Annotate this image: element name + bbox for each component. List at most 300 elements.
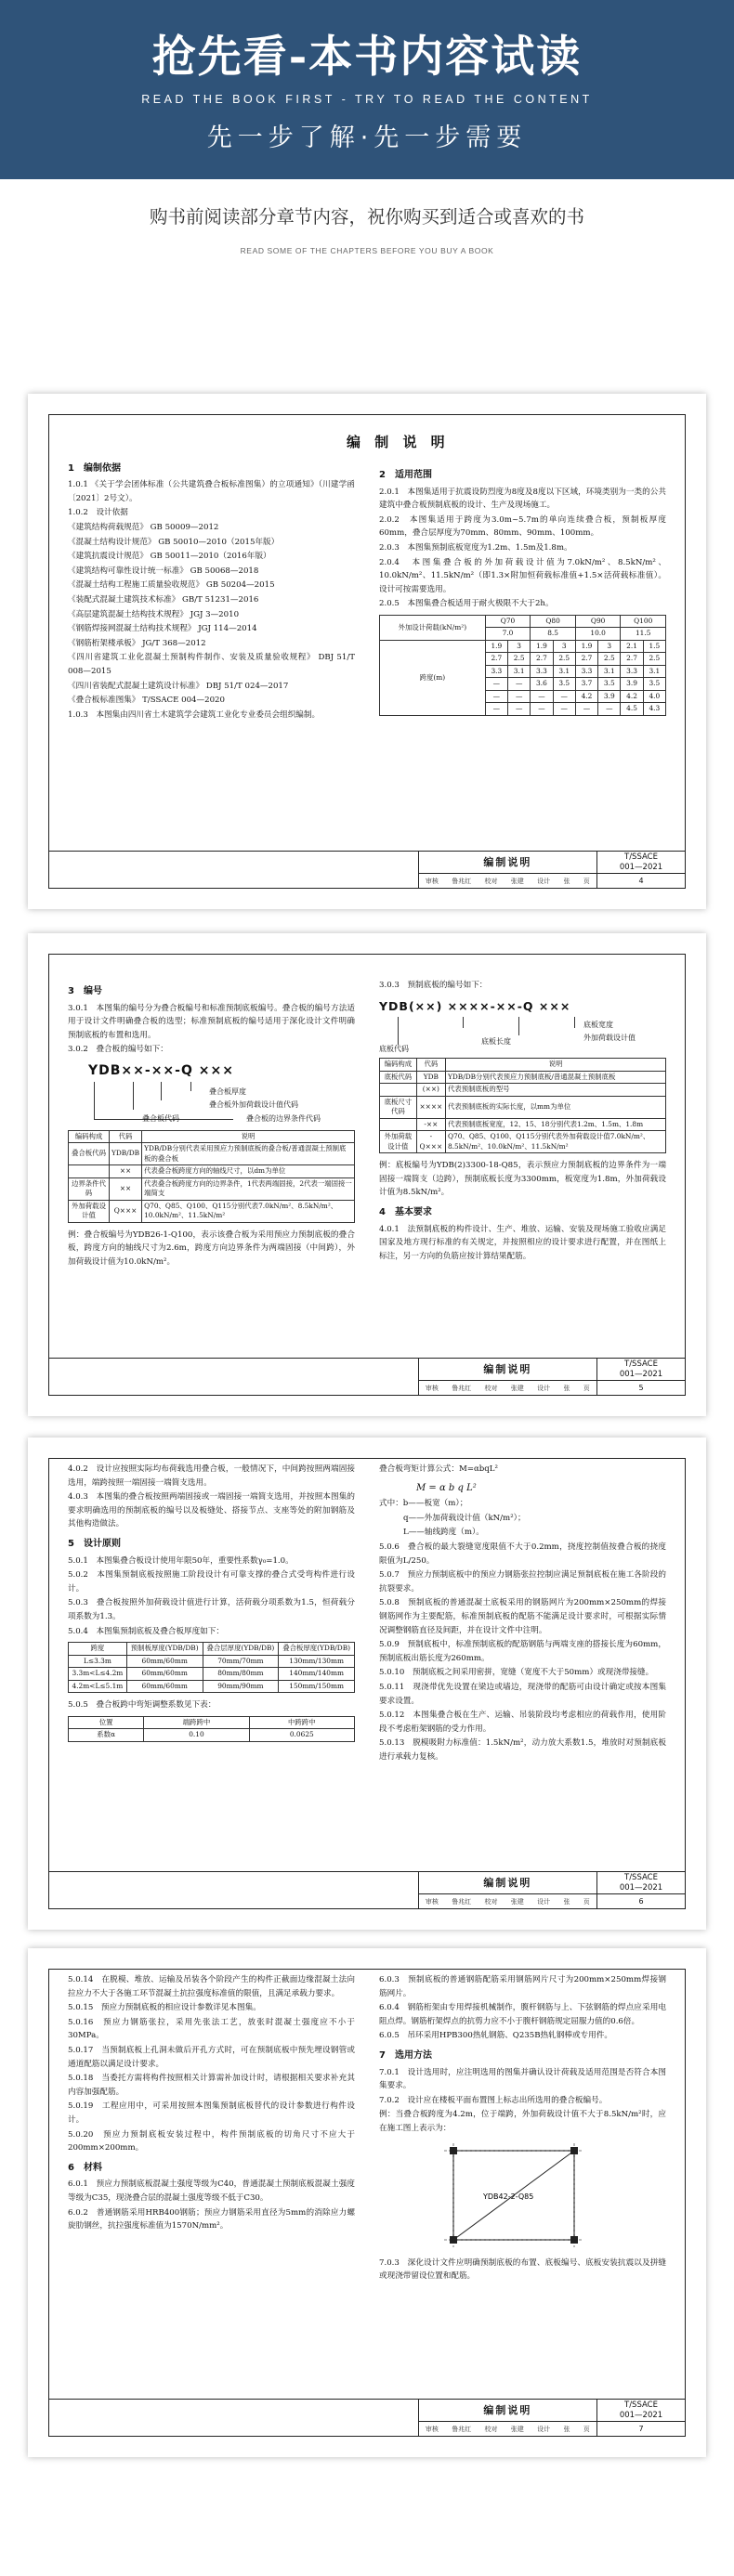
table-cell: — [485,703,507,716]
paragraph: 例：当叠合板跨度为4.2m，位于端跨，外加荷载设计值不大于8.5kN/m²时，应在施工图上表示为： [379,2110,666,2133]
role: 鲁兆红 [452,2426,472,2433]
table-header: 预制板厚度(YDB/DB) [126,1643,203,1656]
table-cell: 1.9 [531,640,553,653]
table-cell: Q70 [485,615,531,628]
paragraph: 5.0.7 预应力预制底板中的预应力钢筋张拉控制应满足预制底板在施工各阶段的抗裂要求。 [379,1570,666,1594]
table-row [69,1177,355,1200]
table-cell: — [508,690,531,703]
table-cell: 4.2m<L≤5.1m [69,1680,127,1693]
section-heading: 3 编号 [68,986,102,996]
code-label: 叠合板代码 [142,1113,179,1123]
table-cell: 3.3 [575,665,597,678]
paragraph: 1.0.3 本图集由四川省土木建筑学会建筑工业化专业委员会组织编制。 [68,709,321,720]
reference-item: 《装配式混凝土建筑技术标准》 GB/T 51231—2016 [68,594,259,605]
table-cell: — [531,690,553,703]
paragraph: 5.0.8 预制底板的普通混凝土底板采用的钢筋网片为200mm×250mm的焊接钢筋网作为主要配筋，标准预制底板的配筋不能满足设计要求时，可根据实际情况调整钢筋直径及间距，并在设计文件中注明。 [379,1598,666,1635]
paragraph: 7.0.3 深化设计文件应明确预制底板的布置、底板编号、底板安装抗震以及拼缝或现浇带留设位置和配筋。 [379,2257,666,2282]
title-block-blank [49,1872,418,1908]
role: 校对 [484,1898,498,1906]
role: 审核 [425,1385,439,1392]
reference-item: 《四川省建筑工业化混凝土预制构件制作、安装及质量验收规程》 DBJ 51/T 008—2015 [68,653,355,676]
table-cell: (××) [416,1084,445,1097]
table-cell: 3.5 [643,678,665,691]
table-cell: 2.7 [575,653,597,666]
page-frame [48,1458,686,1909]
page4-right-column [379,1973,666,2393]
table-cell: 10.0 [575,628,621,641]
paragraph: 3.0.2 叠合板的编号如下： [68,1045,168,1055]
role: 鲁兆红 [452,878,472,885]
table-cell: 2.5 [508,653,531,666]
table-header: 代码 [109,1130,141,1143]
title-block-blank [49,852,418,888]
table-cell: 3.3 [485,665,507,678]
table-cell: — [485,690,507,703]
table-row [380,640,666,653]
title-block-name: 编制说明 [418,1359,597,1381]
table-cell: 90mm/90mm [203,1680,279,1693]
table-cell: 3.6 [531,678,553,691]
table-cell: — [508,678,531,691]
table-cell: — [485,678,507,691]
table-cell: 外加荷载设计值 [69,1200,110,1222]
preview-page-2 [28,933,706,1416]
table-cell: 3 [553,640,575,653]
table-cell: L≤3.3m [69,1655,127,1668]
paragraph: 2.0.1 本图集适用于抗震设防烈度为8度及8度以下区域，环境类别为一类的公共建筑中叠合板预制底板的设计、生产及现场施工。 [379,487,666,511]
table-cell: 150mm/150mm [279,1680,355,1693]
reference-item: 《叠合板标准图集》 T/SSACE 004—2020 [68,696,225,706]
paragraph: 5.0.18 当委托方需将构件按照相关计算需补加设计时，请根据相关要求补充其内容加强配筋。 [68,2074,355,2097]
role: 张建 [510,2426,524,2433]
code-label: 底板代码 [379,1045,409,1054]
title-block-roles [418,1381,597,1396]
thickness-table [68,1642,355,1693]
table-cell: 3.1 [508,665,531,678]
table-cell: Q70、Q85、Q100、Q115分别代表外加荷载设计值7.0kN/m²、8.5kN/m²、10.0kN/m²、11.5kN/m² [445,1131,665,1153]
banner-title: 抢先看-本书内容试读 [151,32,583,83]
paragraph: 5.0.13 脱模吸附力标准值：1.5kN/m²，动力放大系数1.5，堆放时对预制底板进行承载力复核。 [379,1738,666,1762]
preview-page-4 [28,1948,706,2457]
table-row [380,1118,666,1131]
section-heading: 4 基本要求 [379,1206,432,1217]
role: 校对 [484,1385,498,1392]
page-number: 7 [638,2425,644,2433]
code-table [68,1130,355,1223]
table-cell: 3.7 [575,678,597,691]
page-frame [48,1969,686,2437]
load-table-body [380,640,666,715]
paragraph: 6.0.5 吊环采用HPB300热轧钢筋、Q235B热轧钢棒或专用件。 [379,2031,612,2041]
table-cell: 70mm/70mm [203,1655,279,1668]
paragraph: 5.0.12 本图集叠合板在生产、运输、吊装阶段均考虑相应的荷载作用，使用阶段不考虑桁架钢筋的受力作用。 [379,1711,666,1734]
table-cell: 外加荷载设计值 [380,1131,417,1153]
table-cell: 4.3 [643,703,665,716]
load-table [379,615,666,716]
slab-layout-diagram [379,2141,666,2251]
title-block [49,1871,685,1908]
atlas-number [597,852,685,874]
title-block-roles [418,2422,597,2437]
paragraph: 5.0.20 预应力预制底板安装过程中，构件预制底板的切角尺寸不应大于200mm×200mm。 [68,2129,355,2153]
table-row [69,1200,355,1222]
table-cell: 外加设计荷载(kN/m²) [380,615,486,640]
table-cell [380,1084,417,1097]
table-cell: 3.5 [553,678,575,691]
table-cell: 3.3 [621,665,643,678]
paragraph: 2.0.5 本图集叠合板适用于耐火极限不大于2h。 [379,599,554,609]
paragraph: 5.0.16 预应力钢筋张拉，采用先张法工艺，放张时混凝土强度应不小于30MPa。 [68,2017,355,2041]
paragraph: 5.0.9 预制底板中，标准预制底板的配筋钢筋与两端支座的搭接长度为60mm，预制底板出筋长度为260mm。 [379,1640,666,1663]
atlas-number [597,1872,685,1894]
table-cell: 1.5 [643,640,665,653]
table-row [380,1071,666,1084]
role: 张 [563,1385,570,1392]
table-cell: 140mm/140mm [279,1668,355,1681]
table-cell: — [531,703,553,716]
table-cell: 80mm/80mm [203,1668,279,1681]
table-cell: 11.5 [621,628,666,641]
table-header: 位置 [69,1716,144,1729]
paragraph: 5.0.1 本图集叠合板设计使用年限50年，重要性系数γ₀=1.0。 [68,1555,294,1566]
table-header: 说明 [142,1130,355,1143]
role: 页 [583,1385,590,1392]
paragraph: 叠合板弯矩计算公式：M=αbqL² [379,1464,498,1474]
intro-subtitle: READ SOME OF THE CHAPTERS BEFORE YOU BUY A BOOK [240,246,494,255]
section-heading: 6 材料 [68,2162,102,2173]
table-cell: 3.1 [553,665,575,678]
moment-formula: M = α b q L² [416,1482,477,1493]
table-cell: 代表叠合板跨度方向的轴线尺寸，以dm为单位 [142,1165,355,1178]
column-mark [570,2147,578,2154]
title-block-name: 编制说明 [418,1872,597,1894]
table-cell: 130mm/130mm [279,1655,355,1668]
table-row [380,1084,666,1097]
title-block-blank [49,1359,418,1395]
table-cell: 3.9 [621,678,643,691]
page-number: 4 [638,877,644,885]
role: 审核 [425,878,439,885]
table-cell: 4.2 [575,690,597,703]
table-cell: 2.5 [643,653,665,666]
table-cell: 60mm/60mm [126,1655,203,1668]
paragraph: 5.0.10 预制底板之间采用密拼，宽缝（宽度不大于50mm）或现浇带接缝。 [379,1668,654,1678]
table-cell: 0.0625 [249,1729,354,1742]
table-cell: Q90 [575,615,621,628]
paragraph: 2.0.4 本图集叠合板的外加荷载设计值为7.0kN/m²、8.5kN/m²、10.0kN/m²、11.5kN/m²（即1.3×附加恒荷载标准值+1.5×活荷载标准值）。设计可按需要选用。 [379,557,666,594]
table-cell: 跨度(m) [380,640,486,715]
atlas-year: 001—2021 [619,1370,663,1379]
table-cell: 8.5 [531,628,576,641]
atlas-code: T/SSACE [624,1873,658,1882]
symbol-line: L——轴线跨度（m）。 [403,1528,484,1538]
table-cell: ×× [109,1165,141,1178]
page-number: 6 [638,1897,644,1906]
role: 张 [563,878,570,885]
paragraph: 2.0.3 本图集预制底板宽度为1.2m、1.5m及1.8m。 [379,542,572,553]
slab-diagram-svg [379,2141,658,2251]
table-row [380,1131,666,1153]
panel-code-legend [379,1017,666,1054]
table-cell: 3.3m<L≤4.2m [69,1668,127,1681]
page3-left-column [68,1463,355,1866]
table-cell: 3 [598,640,621,653]
table-cell: 代表预制底板的型号 [445,1084,665,1097]
table-header: 说明 [445,1059,665,1072]
paragraph: 5.0.4 本图集预制底板及叠合板厚度如下： [68,1626,224,1636]
atlas-code: T/SSACE [624,1360,658,1369]
code-label: 叠合板外加荷载设计值代码 [209,1099,298,1109]
table-cell: Q××× [109,1200,141,1222]
role: 设计 [537,1898,551,1906]
role: 张建 [510,1385,524,1392]
slab-code: YDB××-××-Q ××× [88,1062,234,1078]
role: 张 [563,1898,570,1906]
paragraph: 3.0.1 本图集的编号分为叠合板编号和标准预制底板编号。叠合板的编号方法适用于设计文件明确叠合板的选型；标准预制底板的编号适用于深化设计文件明确预制底板的布置和选用。 [68,1003,355,1040]
table-header: 叠合板厚度(YDB/DB) [279,1643,355,1656]
table-cell: YDB/DB分别代表预应力预制底板/普通混凝土预制底板 [445,1071,665,1084]
paragraph: 4.0.1 法预制底板的构件设计、生产、堆放、运输、安装及现场施工验收应满足国家及地方现行标准的有关规定，并按照相应的设计要求进行配置，并在图纸上标注，另一方向的负筋应按计算结果配筋。 [379,1224,666,1261]
table-cell: 3.1 [643,665,665,678]
banner-slogan: 先一步了解·先一步需要 [206,124,528,152]
reference-item: 《建筑抗震设计规范》 GB 50011—2010（2016年版） [68,552,271,562]
table-cell: 0.10 [144,1729,249,1742]
paragraph: 例：底板编号为YDB(2)3300-18-Q85，表示预应力预制底板的边界条件为一端固接一端简支（边跨），预制底板长度为3300mm，板宽度为1.8m，外加荷载设计值为8.5kN/m²。 [379,1161,666,1198]
code-table-body [69,1143,355,1223]
paragraph: 6.0.1 预应力预制底板混凝土强度等级为C40，普通混凝土预制底板混凝土强度等级为C35，现浇叠合层的混凝土强度等级不低于C30。 [68,2179,355,2203]
paragraph: 6.0.4 钢筋桁架由专用焊接机械制作，腹杆钢筋与上、下弦钢筋的焊点应采用电阻点焊。钢筋桁架焊点的抗剪力应不小于腹杆钢筋规定屈服力值的0.6倍。 [379,2003,666,2026]
role: 页 [583,2426,590,2433]
page-number: 5 [638,1384,644,1392]
table-cell: 1.9 [575,640,597,653]
page4-left-column [68,1973,355,2393]
thickness-table-body [69,1655,355,1693]
banner-subtitle: READ THE BOOK FIRST - TRY TO READ THE CONTENT [141,93,593,106]
table-cell [380,1118,417,1131]
paragraph: 4.0.2 设计应按照实际均布荷载选用叠合板，一般情况下，中间跨按照两端固接选用，端跨按照一端固接一端简支选用。 [68,1464,355,1488]
table-header: 代码 [416,1059,445,1072]
table-cell: 2.1 [621,640,643,653]
atlas-year: 001—2021 [619,1883,663,1893]
section-heading: 2 适用范围 [379,470,432,480]
table-header: 编码构成 [69,1130,110,1143]
paragraph: 5.0.3 叠合板按照外加荷载设计值进行计算，活荷载分项系数为1.5，恒荷载分项系数为1.3。 [68,1598,355,1621]
table-header: 中跨跨中 [249,1716,354,1729]
table-row [380,1096,666,1118]
table-header: 端跨跨中 [144,1716,249,1729]
role: 鲁兆红 [452,1898,472,1906]
table-cell: — [575,703,597,716]
table-cell: 3.5 [598,678,621,691]
paragraph: 2.0.2 本图集适用于跨度为3.0m~5.7m的单向连续叠合板，预制板厚度60mm，叠合层厚度为70mm、80mm、90mm、100mm。 [379,514,666,539]
reference-item: 《建筑结构可靠性设计统一标准》 GB 50068—2018 [68,566,259,576]
page3-right-column [379,1463,666,1866]
column-mark [450,2147,457,2154]
title-block-blank [49,2400,418,2436]
atlas-year: 001—2021 [619,863,663,872]
symbol-line: q——外加荷载设计值（kN/m²）； [403,1513,526,1523]
code-label: 叠合板厚度 [209,1086,246,1096]
table-cell: — [553,690,575,703]
panel-table-body [380,1071,666,1153]
atlas-number [597,1359,685,1381]
reference-item: 《钢筋桁架楼承板》 JG/T 368—2012 [68,638,206,648]
section-heading: 7 选用方法 [379,2049,432,2061]
role: 设计 [537,2426,551,2433]
role: 校对 [484,2426,498,2433]
atlas-code: T/SSACE [624,852,658,862]
table-cell: Q70、Q85、Q100、Q115分别代表7.0kN/m²、8.5kN/m²、10.0kN/m²、11.5kN/m² [142,1200,355,1222]
code-label: 叠合板的边界条件代码 [246,1113,321,1123]
table-row [69,1655,355,1668]
table-cell: 3.3 [531,665,553,678]
title-block [49,2399,685,2436]
table-cell: 4.5 [621,703,643,716]
paragraph: 1.0.2 设计依据 [68,508,128,518]
table-header: 编码构成 [380,1059,417,1072]
table-cell: 1.9 [485,640,507,653]
paragraph: 5.0.14 在脱模、堆放、运输及吊装各个阶段产生的构件正截面边缘混凝土法向拉应力不大于各施工环节混凝土抗拉强度标准值的限值，且满足承载力要求。 [68,1975,355,1998]
role: 审核 [425,1898,439,1906]
table-header: 叠合层厚度(YDB/DB) [203,1643,279,1656]
paragraph: 5.0.19 工程应用中，可采用按照本图集预制底板替代的设计参数进行构件设计。 [68,2101,355,2125]
table-cell: 60mm/60mm [126,1668,203,1681]
role: 设计 [537,878,551,885]
paragraph: 5.0.6 叠合板的最大裂缝宽度限值不大于0.2mm，挠度控制值按叠合板的挠度限值为L/250。 [379,1542,666,1566]
table-cell: 底板尺寸代码 [380,1096,417,1118]
table-cell: 3.9 [598,690,621,703]
atlas-year: 001—2021 [619,2411,663,2420]
table-cell: YDB [416,1071,445,1084]
table-row [69,1668,355,1681]
paragraph: 例：叠合板编号为YDB26-1-Q100，表示该叠合板为采用预应力预制底板的叠合板，跨度方向的轴线尺寸为2.6m，跨度方向边界条件为两端固接（中间跨），外加荷载设计值为10.0kN/m²。 [68,1229,355,1267]
role: 张建 [510,878,524,885]
table-cell: 60mm/60mm [126,1680,203,1693]
paragraph: 5.0.11 现浇带优先设置在梁边或墙边，现浇带的配筋可由设计确定或按本图集要求设置。 [379,1682,666,1706]
intro-headline: 购书前阅读部分章节内容，祝你购买到适合或喜欢的书 [149,206,584,228]
table-cell: Q100 [621,615,666,628]
reference-item: 《混凝土结构工程施工质量验收规范》 GB 50204—2015 [68,580,275,591]
table-cell: 代表预制底板宽度，12、15、18分别代表1.2m、1.5m、1.8m [445,1118,665,1131]
reference-item: 《建筑结构荷载规范》 GB 50009—2012 [68,522,219,532]
reference-item: 《钢筋焊接网混凝土结构技术规程》 JGJ 114—2014 [68,624,257,634]
table-cell: YDB/DB [109,1143,141,1165]
paragraph: 1.0.1 《关于学会团体标准（公共建筑叠合板标准图集）的立项通知》（川建学函〔2021〕2号文）。 [68,480,355,503]
role: 设计 [537,1385,551,1392]
symbol-line: 式中：b——板宽（m）； [379,1499,468,1509]
role: 鲁兆红 [452,1385,472,1392]
page-frame [48,954,686,1396]
role: 页 [583,878,590,885]
role: 张 [563,2426,570,2433]
section-heading: 5 设计原则 [68,1538,121,1549]
reference-item: 《混凝土结构设计规范》 GB 50010—2010（2015年版） [68,537,280,547]
preview-page-3 [28,1438,706,1930]
paragraph: 7.0.2 设计应在楼板平面布置图上标志出所选用的叠合板编号。 [379,2095,608,2105]
reference-list [68,521,355,708]
slab-code-legend [86,1082,355,1126]
title-block [49,1358,685,1395]
table-cell: 2.5 [598,653,621,666]
table-cell: ×× [109,1177,141,1200]
table-cell: 系数α [69,1729,144,1742]
role: 页 [583,1898,590,1906]
title-block-roles [418,1894,597,1909]
page2-right-column [379,979,666,1352]
paragraph: 3.0.3 预制底板的编号如下： [379,981,488,990]
paragraph: 7.0.1 设计选用时，应注明选用的图集并确认设计荷载及适用范围是否符合本图集要求。 [379,2067,666,2091]
table-cell: 2.7 [621,653,643,666]
paragraph: 6.0.3 预制底板的普通钢筋配筋采用钢筋网片尺寸为200mm×250mm焊接钢筋网片。 [379,1975,666,1998]
table-cell: 边界条件代码 [69,1177,110,1200]
moment-table [68,1716,355,1742]
section-heading: 1 编制依据 [68,462,121,474]
table-cell: 2.7 [531,653,553,666]
table-cell: -×× [416,1118,445,1131]
table-cell: — [508,703,531,716]
paragraph: 5.0.5 叠合板跨中弯矩调整系数见下表： [68,1700,216,1711]
header-banner [0,0,734,179]
atlas-code: T/SSACE [624,2400,658,2410]
table-cell: — [553,703,575,716]
code-label: 底板宽度 [583,1021,613,1030]
panel-code: YDB(××) ××××-××-Q ××× [379,998,571,1013]
table-cell: 叠合板代码 [69,1143,110,1165]
title-block-name: 编制说明 [418,2400,597,2422]
table-cell: 3 [508,640,531,653]
column-mark [450,2236,457,2244]
table-cell: 代表叠合板跨度方向的边界条件，1代表两端固接，2代表一端固接一端简支 [142,1177,355,1200]
table-cell: 4.2 [621,690,643,703]
preview-page-1 [28,394,706,909]
table-cell: 代表预制底板的实际长度，以mm为单位 [445,1096,665,1118]
role: 张建 [510,1898,524,1906]
paragraph: 6.0.2 普通钢筋采用HRB400钢筋；预应力钢筋采用直径为5mm的消除应力螺旋肋钢丝，抗拉强度标准值为1570N/mm²。 [68,2207,355,2231]
table-row [69,1165,355,1178]
reference-item: 《四川省装配式混凝土建筑设计标准》 DBJ 51/T 024—2017 [68,681,289,691]
paragraph: 5.0.2 本图集预制底板按照施工阶段设计有可靠支撑的叠合式受弯构件进行设计。 [68,1570,355,1594]
column-mark [570,2236,578,2244]
table-cell: YDB/DB分别代表采用预应力预制底板的叠合板/普通混凝土预制底板的叠合板 [142,1143,355,1165]
code-label: 外加荷载设计值 [583,1034,636,1043]
table-cell: 2.5 [553,653,575,666]
page1-right-column [379,415,666,845]
paragraph: 5.0.15 预应力预制底板的相应设计参数详见本图集。 [68,2003,261,2013]
role: 审核 [425,2426,439,2433]
diagram-label: YDB42-2-Q85 [483,2192,534,2201]
title-block-roles [418,874,597,889]
table-cell: 2.7 [485,653,507,666]
panel-code-table [379,1058,666,1153]
title-block [49,851,685,888]
table-row [69,1143,355,1165]
reference-item: 《高层建筑混凝土结构技术规程》 JGJ 3—2010 [68,609,240,619]
title-block-name: 编制说明 [418,852,597,874]
page1-left-column: 编 制 说 明 1 编制依据 1.0.1 《关于学会团体标准（公共建筑叠合板标准图集）的立项通知》（川建学函〔2021〕2号文）。 1.0.2 设计依据 《建筑结构荷载规范》 GB 50009—2012 《混凝土结构设计规范》 GB 50010—2010（2015年版） 《建筑抗震设计规范》 GB 50011—2010（2016年版） 《建筑结构可靠性设计统一标准》 GB 50068—2018 《混凝土结构工程施工质量验收规范》 GB 50204—2015 《装配式混凝土建筑技术标准》 GB/T 51231—2016 《高层建筑混凝土结构技术规程》 JGJ 3—2010 《钢筋焊接网混凝土结构技术规程》 JGJ 114—2014 《钢筋桁架楼承板》 JG/T 368—2012 《四川省建筑工业化混凝土预制构件制作、安装及质量验收规程》 DBJ 51/T 008—2015 《四川省装配式混凝土建筑设计标准》 DBJ 51/T 024—2017 《叠合板标准图集》 T/SSACE 004—2020 1.0.3 本图集由四川省土木建筑学会建筑工业化专业委员会组织编制。 [68,415,355,845]
page2-left-column [68,979,355,1352]
page-frame [48,414,686,889]
code-label: 底板长度 [481,1037,511,1047]
atlas-number [597,2400,685,2422]
table-cell: 底板代码 [380,1071,417,1084]
table-cell: 3.1 [598,665,621,678]
table-row [69,1680,355,1693]
paragraph: 5.0.17 当预制底板上孔洞未做后开孔方式时，可在预制底板中预先埋设钢管或通道配筋以满足设计要求。 [68,2045,355,2069]
table-header: 跨度 [69,1643,127,1656]
table-cell: -Q××× [416,1131,445,1153]
table-cell: Q80 [531,615,576,628]
table-cell: ×××× [416,1096,445,1118]
